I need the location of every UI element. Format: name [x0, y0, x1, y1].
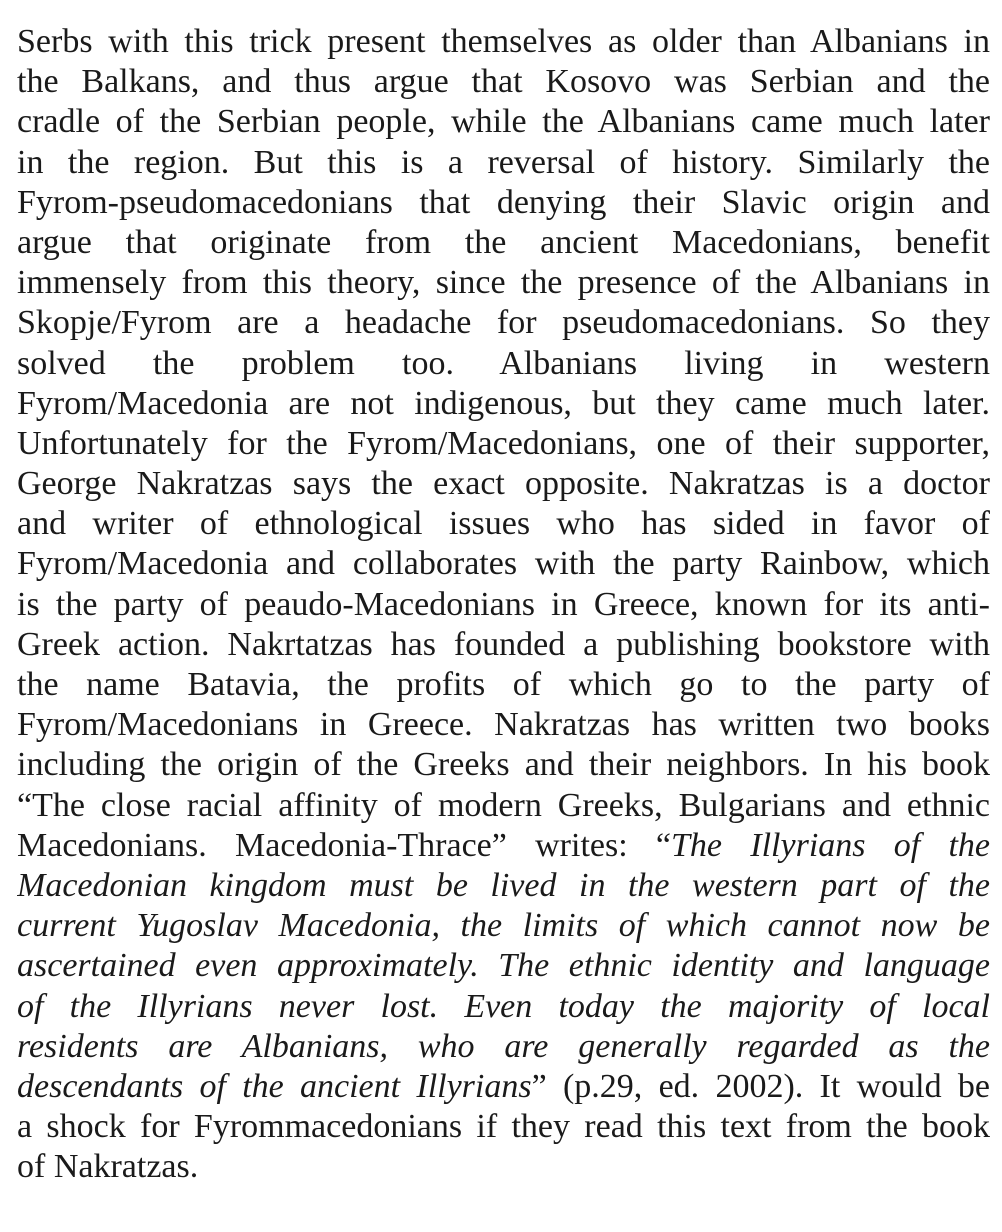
text-line: [17, 384, 990, 424]
body-paragraph: [17, 22, 990, 1187]
text-segment: of Nakratzas.: [17, 1148, 199, 1186]
text-line: [17, 745, 990, 785]
text-segment: the Balkans, and thus argue that Kosovo was Serbian and the: [17, 63, 990, 101]
text-line: [17, 183, 990, 223]
text-line: [17, 1147, 990, 1187]
text-segment: argue that originate from the ancient Macedonians, benefit: [17, 223, 990, 261]
text-line: [17, 705, 990, 745]
text-segment: Greek action. Nakrtatzas has founded a publishing bookstore with: [17, 625, 990, 663]
italic-quote-text: descendants of the ancient Illyrians: [17, 1067, 532, 1105]
text-line: [17, 1027, 990, 1067]
text-segment: including the origin of the Greeks and their neighbors. In his book: [17, 746, 990, 784]
text-line: [17, 303, 990, 343]
text-line: [17, 223, 990, 263]
text-line: [17, 102, 990, 142]
text-line: [17, 143, 990, 183]
text-line: [17, 625, 990, 665]
text-segment: solved the problem too. Albanians living in western: [17, 344, 990, 382]
text-line: [17, 786, 990, 826]
text-line: [17, 866, 990, 906]
text-line: [17, 826, 990, 866]
italic-quote-text: The Illyrians of the: [671, 826, 990, 864]
italic-quote-text: residents are Albanians, who are generally regarded as the: [17, 1027, 990, 1065]
text-segment: the name Batavia, the profits of which go to the party of: [17, 666, 990, 703]
text-segment: Unfortunately for the Fyrom/Macedonians, one of their supporter,: [17, 424, 990, 462]
text-segment: Fyrom/Macedonians in Greece. Nakratzas has written two books: [17, 706, 990, 744]
text-segment: Fyrom/Macedonia are not indigenous, but they came much later.: [17, 384, 990, 422]
text-segment: cradle of the Serbian people, while the Albanians came much later: [17, 103, 990, 141]
text-segment: is the party of peaudo-Macedonians in Greece, known for its anti-: [17, 585, 990, 623]
text-line: [17, 585, 990, 625]
text-segment: ” (p.29, ed. 2002). It would be: [531, 1067, 990, 1105]
text-line: [17, 263, 990, 303]
text-line: [17, 906, 990, 946]
italic-quote-text: Macedonian kingdom must be lived in the western part of the: [17, 866, 990, 904]
text-line: [17, 987, 990, 1027]
text-line: [17, 665, 990, 705]
text-line: [17, 946, 990, 986]
text-segment: immensely from this theory, since the presence of the Albanians in: [17, 264, 990, 302]
text-segment: George Nakratzas says the exact opposite. Nakratzas is a doctor: [17, 465, 990, 503]
text-line: [17, 504, 990, 544]
text-segment: Fyrom-pseudomacedonians that denying their Slavic origin and: [17, 183, 990, 221]
text-segment: “The close racial affinity of modern Greeks, Bulgarians and ethnic: [17, 786, 990, 824]
text-line: [17, 424, 990, 464]
text-segment: a shock for Fyrommacedonians if they read this text from the book: [17, 1108, 990, 1146]
italic-quote-text: current Yugoslav Macedonia, the limits of which cannot now be: [17, 907, 990, 945]
text-line: [17, 1107, 990, 1147]
text-segment: Macedonians. Macedonia-Thrace” writes: “: [17, 826, 672, 864]
text-line: [17, 464, 990, 504]
text-segment: and writer of ethnological issues who has sided in favor of: [17, 505, 990, 543]
text-line: [17, 544, 990, 584]
text-line: [17, 344, 990, 384]
text-segment: Serbs with this trick present themselves as older than Albanians in: [17, 23, 990, 60]
text-line: [17, 62, 990, 102]
text-line: [17, 22, 990, 62]
text-line: [17, 1067, 990, 1107]
text-segment: Skopje/Fyrom are a headache for pseudomacedonians. So they: [17, 304, 990, 342]
text-segment: in the region. But this is a reversal of history. Similarly the: [17, 143, 990, 181]
italic-quote-text: ascertained even approximately. The ethnic identity and language: [17, 947, 990, 985]
text-segment: Fyrom/Macedonia and collaborates with the party Rainbow, which: [17, 545, 990, 583]
italic-quote-text: of the Illyrians never lost. Even today the majority of local: [17, 987, 990, 1025]
